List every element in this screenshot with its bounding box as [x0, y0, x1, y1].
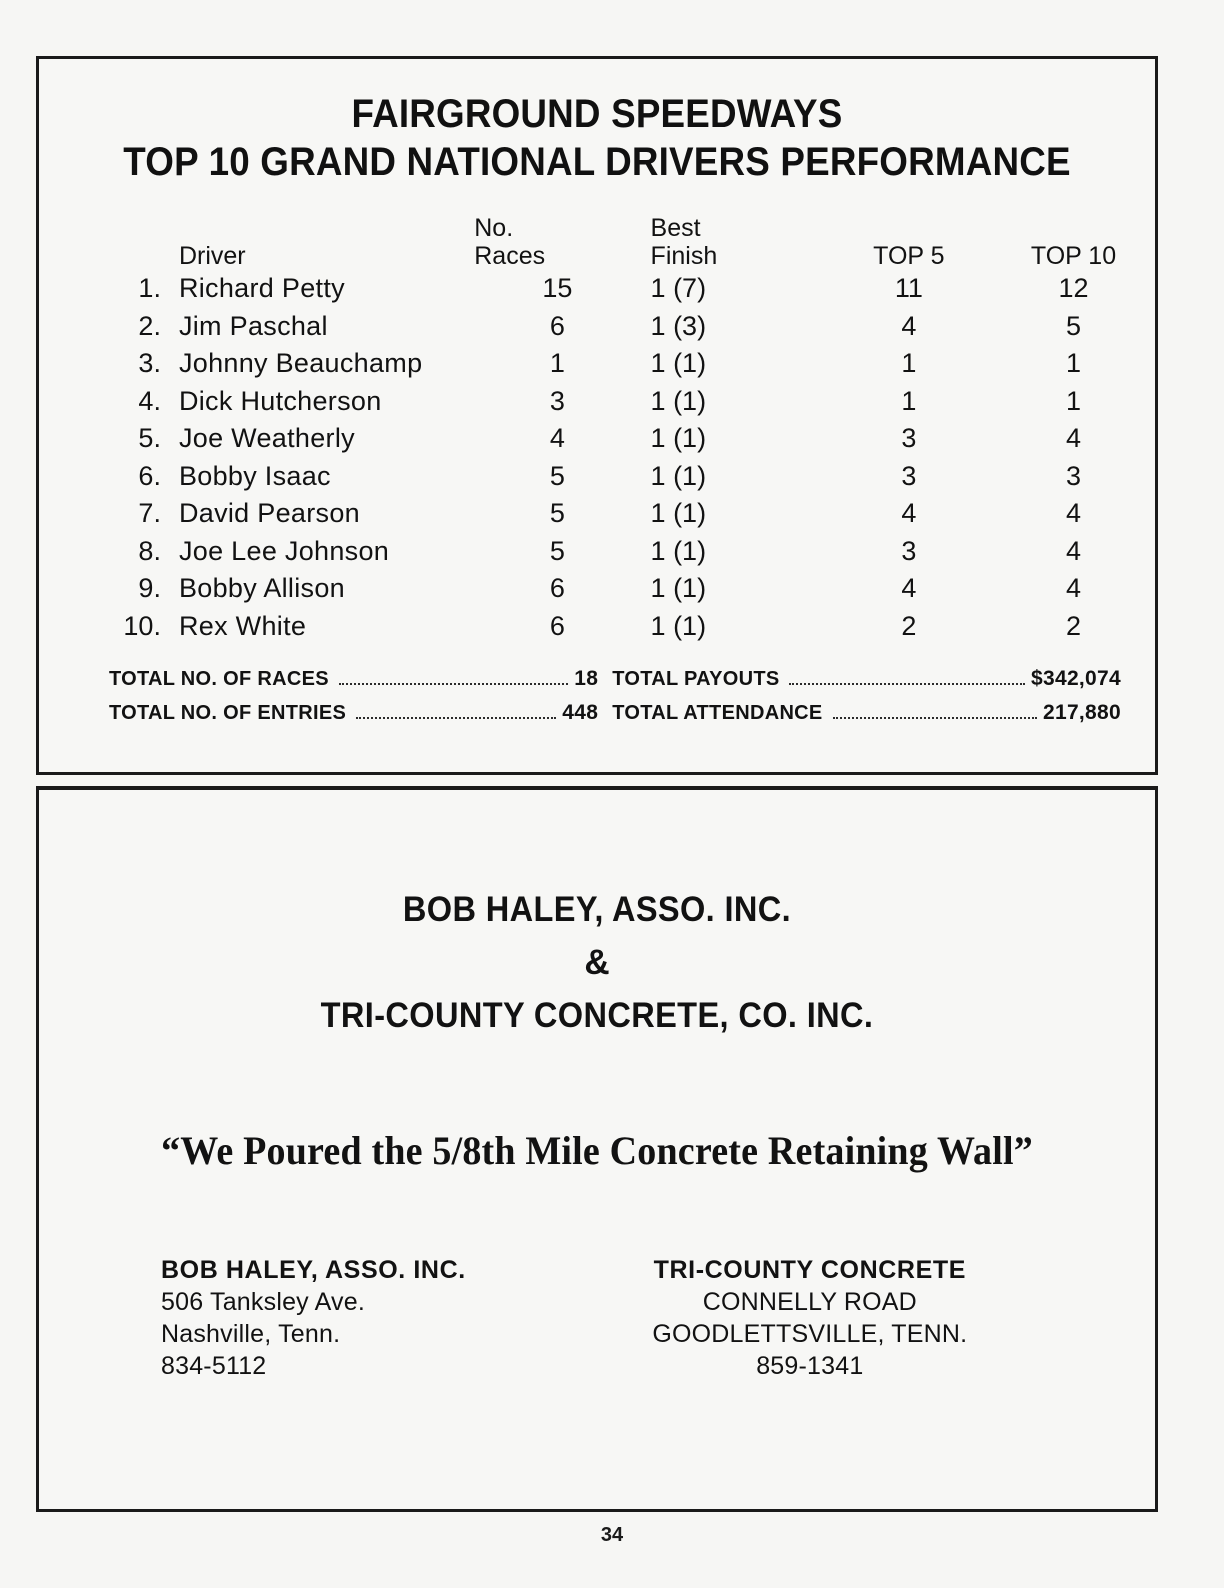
- total-entries-label: TOTAL NO. OF ENTRIES: [109, 702, 347, 724]
- ad-address-section: [39, 1254, 1155, 1382]
- ad-company-line-2: TRI-COUNTY CONCRETE, CO. INC.: [320, 996, 874, 1035]
- cell-rank: 4.: [138, 385, 161, 416]
- column-header-races-line-1: No.: [474, 214, 514, 242]
- totals-row-1: [109, 667, 1121, 701]
- column-header-top10: TOP 10: [1030, 242, 1117, 270]
- total-races-label: TOTAL NO. OF RACES: [109, 668, 329, 690]
- cell-best-finish: 1 (1): [650, 535, 707, 566]
- cell-top5: 3: [901, 460, 917, 491]
- cell-rank: 1.: [138, 273, 161, 303]
- cell-races: 5: [549, 498, 565, 528]
- leader-dots: [356, 716, 556, 719]
- cell-rank: 10.: [123, 610, 161, 641]
- table-row: [101, 570, 1155, 608]
- total-payouts-label: TOTAL PAYOUTS: [612, 668, 780, 690]
- cell-top10: 4: [1065, 573, 1082, 603]
- column-header-rank: [101, 214, 179, 270]
- cell-races: 5: [549, 535, 565, 566]
- cell-races: 15: [542, 273, 573, 303]
- column-header-best-finish: [641, 214, 826, 270]
- ad-company-names: [39, 790, 1155, 1042]
- cell-races: 1: [549, 348, 565, 378]
- total-entries: [109, 701, 598, 725]
- total-attendance-label: TOTAL ATTENDANCE: [612, 702, 823, 724]
- cell-best-finish: 1 (3): [650, 310, 707, 341]
- cell-rank: 6.: [138, 460, 161, 491]
- cell-best-finish: 1 (1): [650, 498, 707, 528]
- cell-rank: 8.: [138, 535, 161, 566]
- cell-rank: 9.: [138, 573, 161, 603]
- address-right-phone: 859-1341: [756, 1352, 864, 1380]
- total-attendance-value: 217,880: [1042, 701, 1121, 724]
- stats-panel: [36, 56, 1158, 775]
- leader-dots: [833, 716, 1037, 719]
- total-payouts-value: $342,074: [1031, 667, 1121, 690]
- cell-best-finish: 1 (1): [650, 610, 707, 641]
- cell-top10: 4: [1065, 498, 1082, 528]
- cell-races: 5: [549, 460, 565, 491]
- page-number: 34: [600, 1524, 624, 1546]
- cell-top10: 4: [1065, 423, 1082, 453]
- table-row: [101, 608, 1155, 646]
- table-row: [101, 495, 1155, 533]
- table-row: [101, 383, 1155, 421]
- cell-rank: 5.: [138, 423, 161, 453]
- cell-top10: 1: [1065, 385, 1082, 416]
- address-left-street: 506 Tanksley Ave.: [161, 1288, 366, 1316]
- address-left-phone: 834-5112: [161, 1352, 267, 1380]
- cell-driver: Joe Weatherly: [178, 423, 355, 453]
- advertisement-panel: [36, 786, 1158, 1512]
- page-title-line-2: TOP 10 GRAND NATIONAL DRIVERS PERFORMANCE: [123, 140, 1071, 184]
- cell-top5: 2: [901, 610, 917, 641]
- cell-top5: 4: [901, 498, 917, 528]
- ad-ampersand: &: [584, 943, 610, 982]
- cell-top5: 3: [901, 423, 917, 453]
- cell-driver: Dick Hutcherson: [178, 385, 382, 416]
- cell-best-finish: 1 (1): [650, 573, 707, 603]
- page-title-line-1: FAIRGROUND SPEEDWAYS: [351, 92, 843, 136]
- cell-top10: 5: [1065, 310, 1082, 341]
- cell-rank: 7.: [138, 498, 161, 528]
- cell-top5: 3: [901, 535, 917, 566]
- address-left-city: Nashville, Tenn.: [161, 1320, 341, 1348]
- cell-driver: David Pearson: [178, 498, 360, 528]
- ad-tagline: “We Poured the 5/8th Mile Concrete Retaining Wall”: [161, 1128, 1033, 1173]
- leader-dots: [789, 682, 1025, 685]
- table-header-row: [101, 214, 1155, 270]
- total-payouts: [612, 667, 1121, 691]
- cell-top10: 12: [1058, 273, 1089, 303]
- cell-best-finish: 1 (1): [650, 423, 707, 453]
- address-block-bob-haley: [39, 1254, 575, 1382]
- total-races-value: 18: [574, 667, 599, 690]
- cell-top10: 4: [1065, 535, 1082, 566]
- table-row: [101, 420, 1155, 458]
- address-right-name: TRI-COUNTY CONCRETE: [653, 1256, 966, 1284]
- cell-races: 6: [549, 310, 565, 341]
- cell-top10: 1: [1065, 348, 1082, 378]
- cell-top10: 3: [1065, 460, 1082, 491]
- address-right-street: CONNELLY ROAD: [702, 1288, 917, 1316]
- drivers-table: [101, 214, 1155, 645]
- column-header-best-line-2: Finish: [650, 242, 718, 270]
- totals-row-2: [109, 701, 1121, 735]
- cell-top5: 4: [901, 573, 917, 603]
- cell-driver: Johnny Beauchamp: [178, 348, 423, 378]
- ad-company-line-1: BOB HALEY, ASSO. INC.: [402, 890, 792, 929]
- table-row: [101, 270, 1155, 308]
- cell-races: 3: [549, 385, 565, 416]
- cell-top5: 11: [894, 273, 923, 303]
- column-header-best-line-1: Best: [650, 214, 701, 242]
- table-row: [101, 458, 1155, 496]
- stats-title-block: [39, 59, 1155, 187]
- address-left-name: BOB HALEY, ASSO. INC.: [161, 1256, 466, 1284]
- cell-top10: 2: [1065, 610, 1082, 641]
- cell-driver: Joe Lee Johnson: [178, 535, 390, 566]
- address-right-city: GOODLETTSVILLE, TENN.: [652, 1320, 968, 1348]
- total-races: [109, 667, 598, 691]
- column-header-races-line-2: Races: [474, 242, 546, 270]
- table-row: [101, 308, 1155, 346]
- leader-dots: [339, 682, 568, 685]
- cell-races: 4: [549, 423, 565, 453]
- column-header-top5: TOP 5: [873, 242, 945, 270]
- cell-top5: 1: [901, 385, 917, 416]
- cell-rank: 2.: [138, 310, 161, 341]
- cell-driver: Richard Petty: [178, 273, 345, 303]
- cell-driver: Bobby Isaac: [178, 460, 331, 491]
- cell-top5: 4: [901, 310, 917, 341]
- drivers-table-body: [101, 270, 1155, 645]
- table-row: [101, 533, 1155, 571]
- address-block-tri-county: [575, 1254, 1155, 1382]
- totals-section: [39, 667, 1155, 735]
- cell-races: 6: [549, 610, 565, 641]
- total-entries-value: 448: [562, 701, 599, 724]
- column-header-driver: Driver: [178, 242, 246, 270]
- column-header-races: [474, 214, 640, 270]
- cell-driver: Jim Paschal: [178, 310, 328, 341]
- cell-best-finish: 1 (7): [650, 273, 707, 303]
- cell-rank: 3.: [138, 348, 161, 378]
- cell-driver: Rex White: [178, 610, 307, 641]
- cell-best-finish: 1 (1): [650, 460, 707, 491]
- table-row: [101, 345, 1155, 383]
- cell-best-finish: 1 (1): [650, 385, 707, 416]
- total-attendance: [612, 701, 1121, 725]
- cell-races: 6: [549, 573, 565, 603]
- cell-best-finish: 1 (1): [650, 348, 707, 378]
- drivers-table-wrap: [39, 214, 1155, 645]
- cell-driver: Bobby Allison: [178, 573, 345, 603]
- cell-top5: 1: [901, 348, 917, 378]
